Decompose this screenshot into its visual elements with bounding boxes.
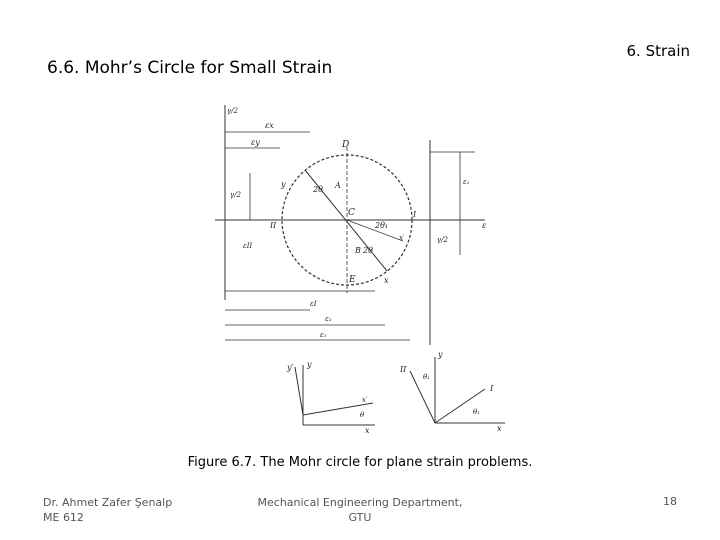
label-II: II xyxy=(270,221,277,230)
label-D: D xyxy=(342,140,350,150)
label-e1-bottom: ε₁ xyxy=(320,331,327,339)
label-eII-left: εII xyxy=(243,242,253,250)
figure-caption: Figure 6.7. The Mohr circle for plane strain problems. xyxy=(187,455,533,470)
label-e1-right: ε₁ xyxy=(463,178,470,186)
label-gamma-top: γ/2 xyxy=(227,107,238,115)
footer-author: Dr. Ahmet Zafer Şenalp xyxy=(43,496,173,509)
label-ex-top: εx xyxy=(265,121,274,130)
label-ey-top: εy xyxy=(251,138,260,147)
label-x-left: x xyxy=(365,426,370,435)
label-B: B xyxy=(355,246,361,255)
label-A: A xyxy=(335,181,341,190)
epsilon-axis-label: ε xyxy=(482,221,487,230)
footer-university: GTU xyxy=(348,511,372,524)
label-e2-bottom: ε₂ xyxy=(325,315,332,323)
label-x-prime-left: x′ xyxy=(362,396,368,404)
label-C: C xyxy=(348,208,355,218)
label-I: I xyxy=(413,210,417,219)
footer-author-block xyxy=(43,495,172,525)
footer-department: Mechanical Engineering Department, xyxy=(257,496,463,509)
footer-course: ME 612 xyxy=(43,511,84,524)
mohr-circle-figure xyxy=(215,95,515,435)
sketch-right-I xyxy=(435,389,485,423)
label-2theta-lower: 2θ xyxy=(363,246,373,255)
slide-title: 6.6. Mohr’s Circle for Small Strain xyxy=(47,58,333,78)
footer-department-block xyxy=(245,495,475,525)
label-x-point: x xyxy=(384,276,389,285)
label-2theta1: 2θ₁ xyxy=(375,221,389,230)
page-number: 18 xyxy=(663,495,677,508)
label-eI-bottom: εI xyxy=(310,300,317,308)
chapter-label: 6. Strain xyxy=(626,42,690,60)
label-theta-left: θ xyxy=(360,411,365,419)
label-E: E xyxy=(349,275,356,285)
label-x-right: x xyxy=(497,424,502,433)
label-y-right: y xyxy=(438,350,443,359)
label-theta1-right-low: θ₁ xyxy=(473,408,481,416)
label-gamma-right: γ/2 xyxy=(437,236,448,244)
sketch-left-y-prime xyxy=(295,367,303,415)
label-x-prime: x′ xyxy=(399,234,405,242)
label-y-point: y xyxy=(281,180,286,189)
label-y-left: y xyxy=(307,360,312,369)
label-theta1-right: θ₁ xyxy=(423,373,431,381)
label-y-prime: y′ xyxy=(287,363,294,372)
label-II-dir: II xyxy=(400,365,407,374)
label-I-dir: I xyxy=(490,384,494,393)
label-gamma-left: γ/2 xyxy=(230,191,241,199)
label-2theta-upper: 2θ xyxy=(313,185,323,194)
